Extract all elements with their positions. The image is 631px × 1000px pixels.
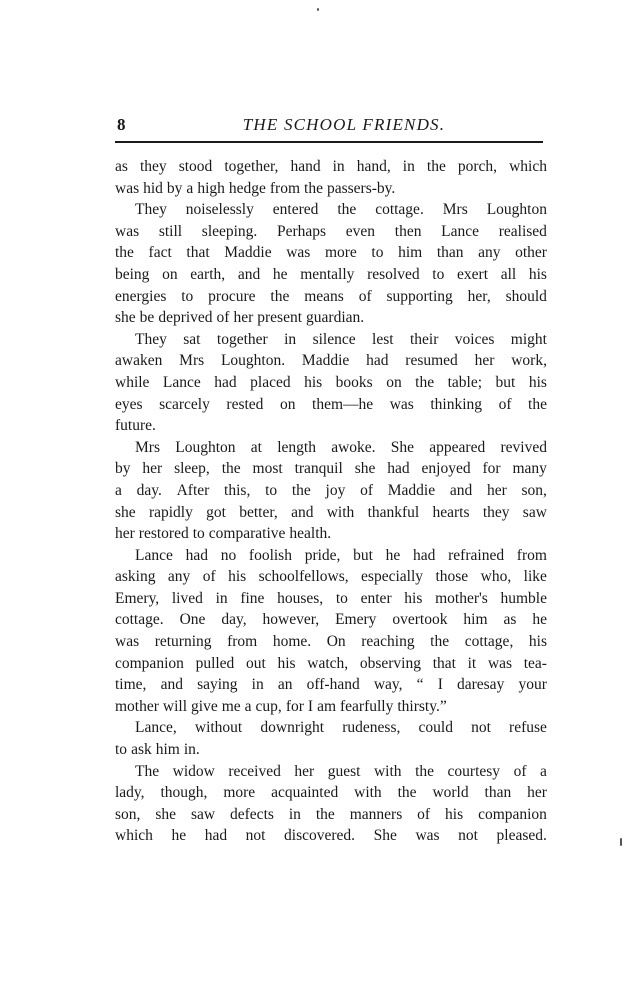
text-line: being on earth, and he mentally resolved to exert all his xyxy=(115,265,547,283)
text-line: was returning from home. On reaching the cottage, his xyxy=(115,633,547,651)
text-line: her restored to comparative health. xyxy=(115,525,332,543)
page-number: 8 xyxy=(117,115,126,134)
text-line: Mrs Loughton at length awoke. She appeared revived xyxy=(135,438,547,456)
text-line: time, and saying in an off-hand way, “ I daresay your xyxy=(115,676,547,694)
text-line: They sat together in silence lest their voices might xyxy=(135,330,547,348)
text-line: future. xyxy=(115,417,156,435)
text-line: eyes scarcely rested on them—he was thinking of the xyxy=(115,395,547,413)
text-line: a day. After this, to the joy of Maddie and her son, xyxy=(115,481,547,499)
text-line: mother will give me a cup, for I am fearfully thirsty.” xyxy=(115,697,447,715)
text-line: son, she saw defects in the manners of his companion xyxy=(115,805,547,823)
text-line: lady, though, more acquainted with the world than her xyxy=(115,784,547,802)
page-speck xyxy=(620,838,622,846)
text-line: to ask him in. xyxy=(115,741,200,759)
text-line: They noiselessly entered the cottage. Mrs Loughton xyxy=(135,201,547,219)
body-text xyxy=(115,156,547,847)
text-line: The widow received her guest with the courtesy of a xyxy=(135,762,547,780)
text-line: Emery, lived in fine houses, to enter his mother's humble xyxy=(115,589,547,607)
text-line: which he had not discovered. She was not pleased. xyxy=(115,827,547,845)
text-line: the fact that Maddie was more to him than any other xyxy=(115,244,547,262)
text-line: was still sleeping. Perhaps even then Lance realised xyxy=(115,222,547,240)
text-line: while Lance had placed his books on the table; but his xyxy=(115,373,547,391)
header-rule xyxy=(115,141,543,143)
text-line: companion pulled out his watch, observing that it was tea- xyxy=(115,654,547,672)
page-header xyxy=(115,112,543,138)
text-line: Lance had no foolish pride, but he had refrained from xyxy=(135,546,547,564)
text-line: energies to procure the means of supporting her, should xyxy=(115,287,547,305)
text-line: cottage. One day, however, Emery overtook him as he xyxy=(115,611,547,629)
running-title: THE SCHOOL FRIENDS. xyxy=(242,115,446,134)
text-line: she be deprived of her present guardian. xyxy=(115,309,365,327)
page-speck xyxy=(317,8,319,11)
text-line: as they stood together, hand in hand, in the porch, which xyxy=(115,158,547,175)
text-line: was hid by a high hedge from the passers-by. xyxy=(115,179,396,197)
text-line: by her sleep, the most tranquil she had enjoyed for many xyxy=(115,460,547,478)
text-line: she rapidly got better, and with thankful hearts they saw xyxy=(115,503,547,521)
text-line: asking any of his schoolfellows, especially those who, like xyxy=(115,568,547,586)
text-line: awaken Mrs Loughton. Maddie had resumed her work, xyxy=(115,352,547,370)
text-line: Lance, without downright rudeness, could not refuse xyxy=(135,719,547,737)
